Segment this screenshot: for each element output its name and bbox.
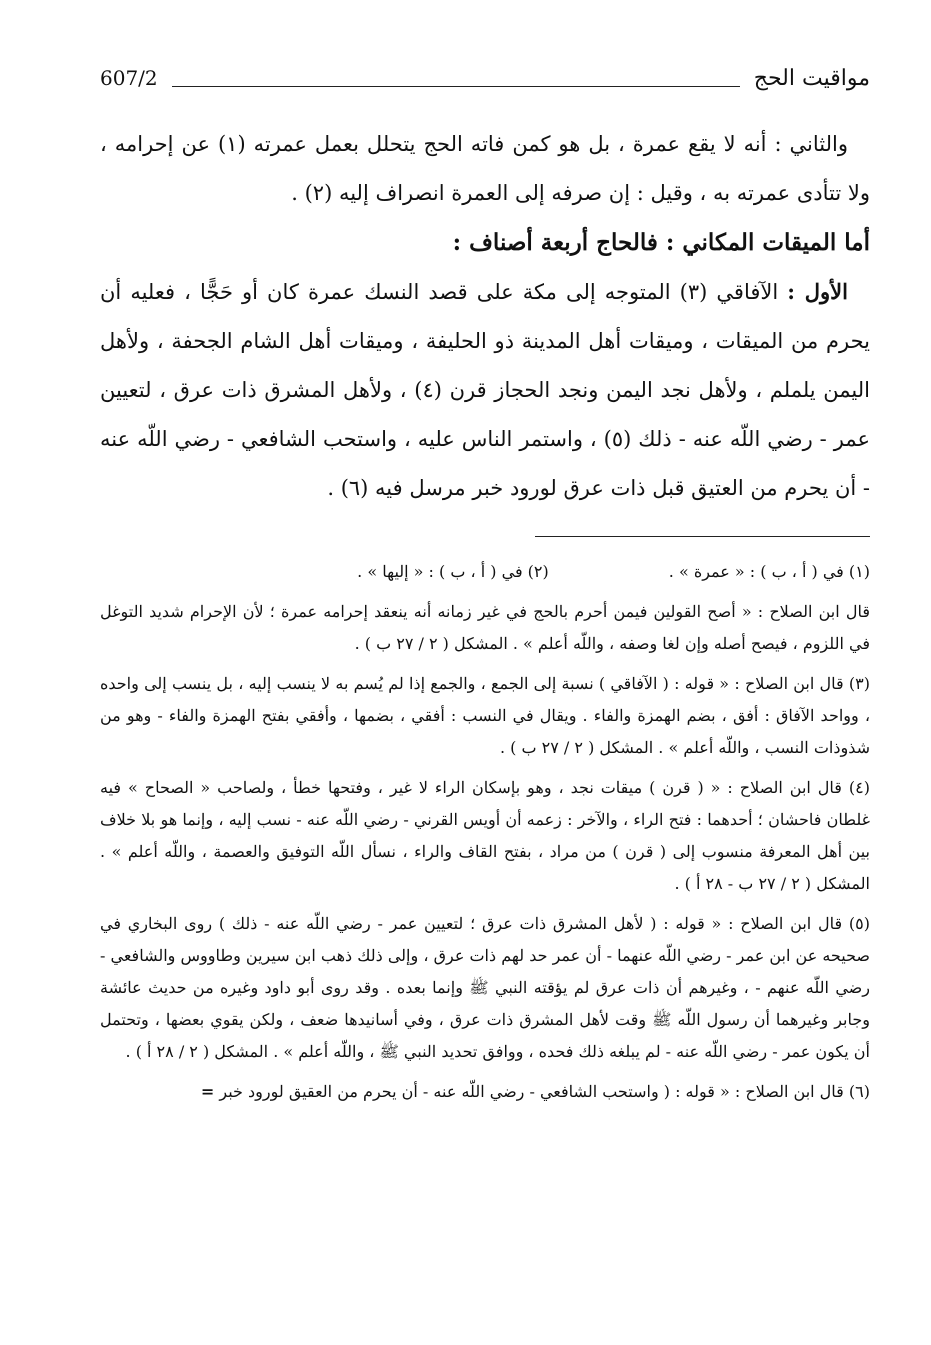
footnote-2-continuation: قال ابن الصلاح : « أصح القولين فيمن أحرم بالحج في غير زمانه أنه ينعقد إحرامه عمرة ؛ لأن الإحرام شديد التوغل في اللزوم ، فيصح أصله وإن لغا وصفه ، واللّه أعلم » . المشكل ( ٢ / ٢٧ ب ) .: [100, 602, 870, 653]
section-heading: أما الميقات المكاني : فالحاج أربعة أصناف :: [452, 229, 870, 256]
continuation-mark: =: [200, 1082, 215, 1101]
paragraph-second-opinion: والثاني : أنه لا يقع عمرة ، بل هو كمن فاته الحج يتحلل بعمل عمرته (١) عن إحرامه ، ولا تتأدى عمرته به ، وقيل : إن صرفه إلى العمرة انصراف إليه (٢) .: [100, 132, 870, 205]
paragraph-first-category: [100, 267, 870, 513]
page-header: [100, 60, 870, 96]
header-rule: [172, 86, 740, 87]
running-title: مواقيت الحج: [753, 65, 870, 91]
footnote-6: [100, 1076, 870, 1108]
page-number: 607/2: [100, 66, 158, 90]
footnote-row-1-2: [100, 556, 870, 588]
category-lead: الأول :: [787, 279, 848, 304]
category-text: الآفاقي (٣) المتوجه إلى مكة على قصد النسك عمرة كان أو حَجًّا ، فعليه أن يحرم من الميقات ، وميقات أهل المدينة ذو الحليفة ، وميقات أهل الشام الجحفة ، ولأهل اليمن يلملم ، ولأهل نجد اليمن ونجد الحجاز قرن (٤) ، ولأهل المشرق ذات عرق ، لتعيين عمر - رضي اللّه عنه - ذلك (٥) ، واستمر الناس عليه ، واستحب الشافعي - رضي اللّه عنه - أن يحرم من العتيق قبل ذات عرق لورود خبر مرسل فيه (٦) .: [100, 280, 871, 500]
footnote-2: (٢) في ( أ ، ب ) : « إليها » .: [357, 562, 549, 581]
main-text: [100, 120, 870, 513]
footnote-3: (٣) قال ابن الصلاح : « قوله : ( الآفاقي ) نسبة إلى الجمع ، والجمع إذا لم يُسم به لا ينسب إليه ، بل ينسب إلى واحده ، وواحد الآفاق : أفق ، بضم الهمزة والفاء . ويقال في النسب : أفقي ، بضمها ، وأفقي بفتح الهمزة والفاء - وهو من شذوذات النسب ، واللّه أعلم » . المشكل ( ٢ / ٢٧ ب ) .: [100, 674, 870, 757]
footnote-1: (١) في ( أ ، ب ) : « عمرة » .: [668, 562, 870, 581]
footnote-separator: [535, 536, 870, 537]
footnote-6-text: (٦) قال ابن الصلاح : « قوله : ( واستحب الشافعي - رضي اللّه عنه - أن يحرم من العقيق لورود خبر: [219, 1082, 870, 1101]
footnote-5: (٥) قال ابن الصلاح : « قوله : ( لأهل المشرق ذات عرق ؛ لتعيين عمر - رضي اللّه عنه - ذلك ) روى البخاري في صحيحه عن ابن عمر - رضي اللّه عنهما - أن عمر حد لهم ذات عرق ، وإلى ذلك ذهب ابن سيرين وطاووس والشافعي - رضي اللّه عنهم - ، وغيرهم أن ذات عرق لم يؤقته النبي ﷺ وإنما بعده . وقد روى أبو داود وغيره من حديث عائشة وجابر وغيرهما أن رسول اللّه ﷺ وقت لأهل المشرق ذات عرق ، وفي أسانيدها ضعف ، ولكن يقوي بعضها ، وتحتمل أن يكون عمر - رضي اللّه عنه - لم يبلغه ذلك فحده ، ووافق تحديد النبي ﷺ ، واللّه أعلم » . المشكل ( ٢ / ٢٨ أ ) .: [100, 914, 870, 1061]
footnotes: [100, 556, 870, 1116]
footnote-4: (٤) قال ابن الصلاح : « ( قرن ) ميقات نجد ، وهو بإسكان الراء لا غير ، وفتحها خطأ ، ولصاحب « الصحاح » فيه غلطان فاحشان ؛ أحدهما : فتح الراء ، والآخر : زعمه أن أويس القرني - رضي اللّه عنه - نسب إليه ، وإنما هو بلا خلاف بين أهل المعرفة منسوب إلى ( قرن ) من مراد ، بفتح القاف والراء ، نسأل اللّه التوفيق والعصمة ، واللّه أعلم » . المشكل ( ٢ / ٢٧ ب - ٢٨ أ ) .: [100, 778, 871, 893]
